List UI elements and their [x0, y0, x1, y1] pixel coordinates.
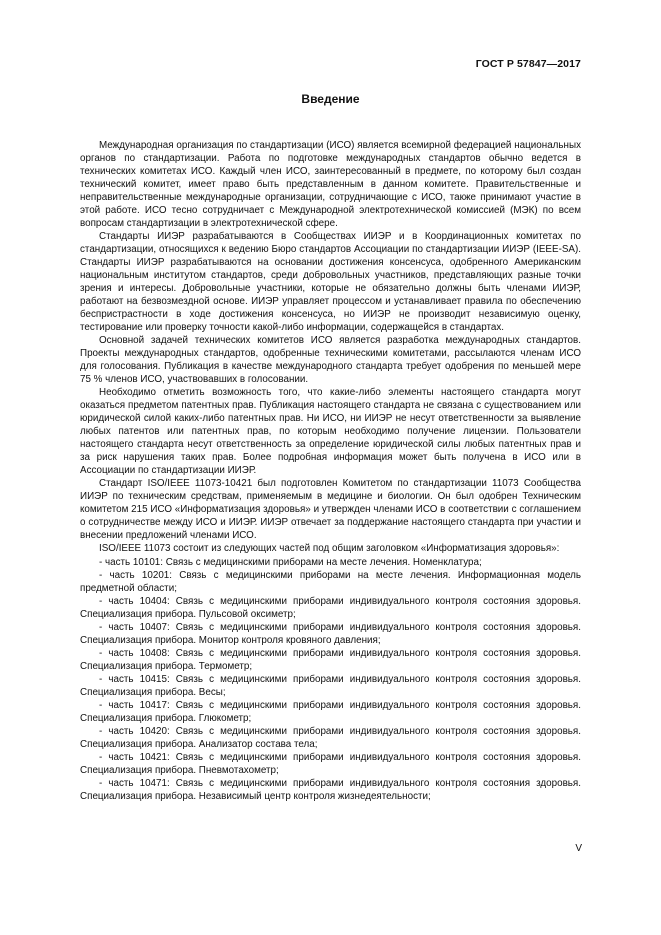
list-item-part-10415: - часть 10415: Связь с медицинскими приборами индивидуального контроля состояния здоровья. Специализация прибора. Весы;: [80, 673, 581, 698]
list-item-part-10201: - часть 10201: Связь с медицинскими приборами на месте лечения. Информационная модель предметной области;: [80, 569, 581, 594]
paragraph-standard-origin: Стандарт ISO/IEEE 11073-10421 был подготовлен Комитетом по стандартизации 11073 Сообщества ИИЭР по техническим средствам, применяемым в медицине и биологии. Он был одобрен Техническим комитетом 215 ИСО «Информатизация здоровья» и утвержден членами ИСО в соответствии с соглашением о сотрудничестве между ИСО и ИИЭР. ИИЭР отвечает за поддержание настоящего стандарта при участии и внесении предложений членами ИСО.: [80, 478, 581, 542]
standard-identifier: ГОСТ Р 57847—2017: [475, 58, 581, 70]
body-text: [80, 139, 581, 803]
list-item-part-10471: - часть 10471: Связь с медицинскими приборами индивидуального контроля состояния здоровья. Специализация прибора. Независимый центр контроля жизнедеятельности;: [80, 777, 581, 802]
paragraph-ieee-standards: Стандарты ИИЭР разрабатываются в Сообществах ИИЭР и в Координационных комитетах по стандартизации, относящихся к ведению Бюро стандартов Ассоциации по стандартизации ИИЭР (IEEE-SA). Стандарты ИИЭР разрабатываются на основании достижения консенсуса, одобренного Американским национальным институтом стандартов, среди добровольных участников, представляющих разные точки зрения и интересы. Добровольные участники, которые не обязательно должны быть членами ИИЭР, работают на безвозмездной основе. ИИЭР управляет процессом и устанавливает правила по обеспечению беспристрастности в ходе достижения консенсуса, но ИИЭР не производит независимую оценку, тестирование или проверку точности какой-либо информации, содержащейся в стандартах.: [80, 231, 581, 334]
list-item-part-10101: - часть 10101: Связь с медицинскими приборами на месте лечения. Номенклатура;: [99, 556, 482, 568]
list-item-part-10404: - часть 10404: Связь с медицинскими приборами индивидуального контроля состояния здоровья. Специализация прибора. Пульсовой оксиметр;: [80, 595, 581, 620]
list-item-part-10408: - часть 10408: Связь с медицинскими приборами индивидуального контроля состояния здоровья. Специализация прибора. Термометр;: [80, 647, 581, 672]
list-item-part-10407: - часть 10407: Связь с медицинскими приборами индивидуального контроля состояния здоровья. Специализация прибора. Монитор контроля кровяного давления;: [80, 621, 581, 646]
paragraph-parts-intro: ISO/IEEE 11073 состоит из следующих частей под общим заголовком «Информатизация здоровья»:: [99, 543, 560, 555]
list-item-part-10417: - часть 10417: Связь с медицинскими приборами индивидуального контроля состояния здоровья. Специализация прибора. Глюкометр;: [80, 699, 581, 724]
list-item-part-10420: - часть 10420: Связь с медицинскими приборами индивидуального контроля состояния здоровья. Специализация прибора. Анализатор состава тела;: [80, 725, 581, 750]
page-number: V: [575, 843, 582, 854]
paragraph-iso-intro: Международная организация по стандартизации (ИСО) является всемирной федерацией национальных органов по стандартизации. Работа по подготовке международных стандартов обычно ведется в технических комитетах ИСО. Каждый член ИСО, заинтересованный в предмете, по которому был создан технический комитет, имеет право быть представленным в данном комитете. Правительственные и неправительственные международные организации, сотрудничающие с ИСО, также принимают участие в этой работе. ИСО тесно сотрудничает с Международной электротехнической комиссией (МЭК) по всем вопросам стандартизации в электротехнической сфере.: [80, 140, 581, 230]
list-item-part-10421: - часть 10421: Связь с медицинскими приборами индивидуального контроля состояния здоровья. Специализация прибора. Пневмотахометр;: [80, 751, 581, 776]
section-title: Введение: [301, 92, 360, 106]
paragraph-iso-tasks: Основной задачей технических комитетов ИСО является разработка международных стандартов. Проекты международных стандартов, одобренные техническими комитетами, рассылаются членам ИСО для голосования. Публикация в качестве международного стандарта требует одобрения по меньшей мере 75 % членов ИСО, участвовавших в голосовании.: [80, 335, 581, 386]
paragraph-patent-rights: Необходимо отметить возможность того, что какие-либо элементы настоящего стандарта могут оказаться предметом патентных прав. Публикация настоящего стандарта не связана с существованием или юридической силой каких-либо патентных прав. Ни ИСО, ни ИИЭР не несут ответственности за выявление любых патентов или патентных прав, по которым необходимо получение лицензии. Пользователи настоящего стандарта несут ответственность за определение юридической силы любых патентных прав и за риск нарушения таких прав. Более подробная информация может быть получена в ИСО или в Ассоциации по стандартизации ИИЭР.: [80, 387, 581, 477]
